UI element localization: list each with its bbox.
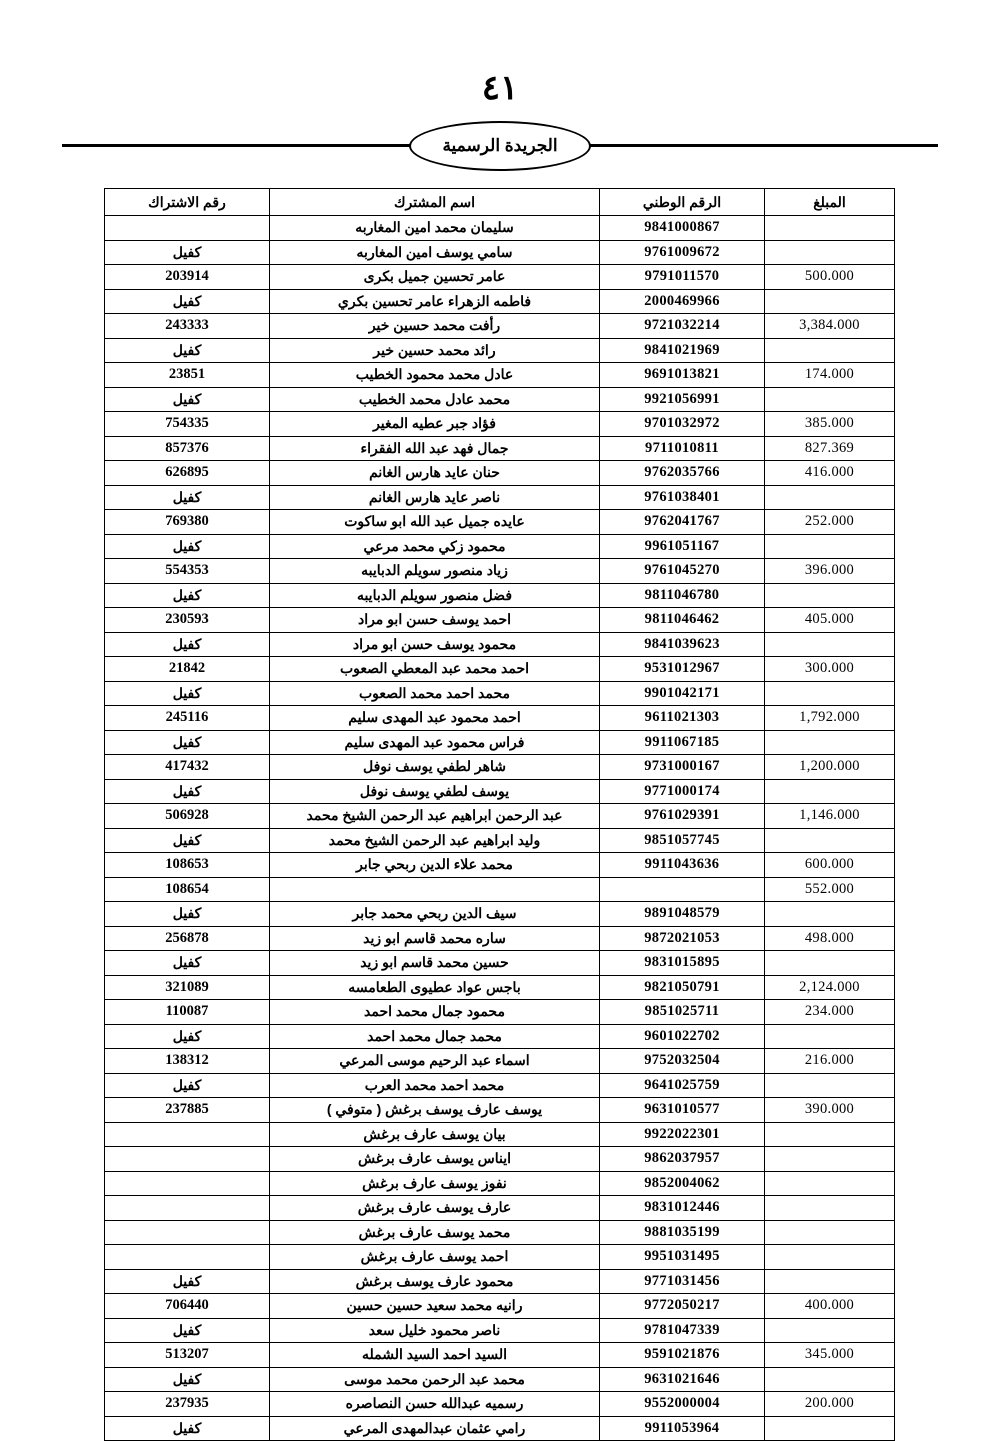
table-row bbox=[105, 608, 895, 633]
table-row bbox=[105, 975, 895, 1000]
cell-subscription-no: 237935 bbox=[105, 1392, 270, 1417]
cell-subscriber-name: فضل منصور سويلم الدبايبه bbox=[270, 583, 600, 608]
cell-subscription-no: 513207 bbox=[105, 1343, 270, 1368]
cell-amount: 174.000 bbox=[765, 363, 895, 388]
table-row bbox=[105, 240, 895, 265]
cell-subscriber-name: عادل محمد محمود الخطيب bbox=[270, 363, 600, 388]
cell-subscriber-name: فراس محمود عبد المهدى سليم bbox=[270, 730, 600, 755]
cell-national-id: 9891048579 bbox=[600, 902, 765, 927]
cell-amount: 1,200.000 bbox=[765, 755, 895, 780]
cell-subscription-no: 245116 bbox=[105, 706, 270, 731]
cell-guarantor-label: كفيل bbox=[105, 951, 270, 976]
cell-amount bbox=[765, 1318, 895, 1343]
cell-subscriber-name: باجس عواد عطيوى الطعامسه bbox=[270, 975, 600, 1000]
cell-amount: 500.000 bbox=[765, 265, 895, 290]
cell-subscription-no: 256878 bbox=[105, 926, 270, 951]
table-row bbox=[105, 1245, 895, 1270]
cell-national-id: 9631010577 bbox=[600, 1098, 765, 1123]
cell-amount bbox=[765, 828, 895, 853]
table-row bbox=[105, 510, 895, 535]
cell-amount bbox=[765, 1416, 895, 1441]
cell-subscriber-name: السيد احمد السيد الشمله bbox=[270, 1343, 600, 1368]
cell-national-id: 9762041767 bbox=[600, 510, 765, 535]
cell-national-id: 9841021969 bbox=[600, 338, 765, 363]
cell-national-id: 9881035199 bbox=[600, 1220, 765, 1245]
cell-national-id: 9761045270 bbox=[600, 559, 765, 584]
cell-national-id: 9752032504 bbox=[600, 1049, 765, 1074]
table-row bbox=[105, 926, 895, 951]
cell-national-id: 9691013821 bbox=[600, 363, 765, 388]
table-row bbox=[105, 877, 895, 902]
cell-national-id: 9851057745 bbox=[600, 828, 765, 853]
cell-subscription-no: 138312 bbox=[105, 1049, 270, 1074]
cell-amount bbox=[765, 1220, 895, 1245]
cell-subscriber-name: محمد احمد محمد الصعوب bbox=[270, 681, 600, 706]
cell-national-id: 9641025759 bbox=[600, 1073, 765, 1098]
table-row bbox=[105, 289, 895, 314]
cell-national-id: 9851025711 bbox=[600, 1000, 765, 1025]
cell-amount bbox=[765, 1122, 895, 1147]
cell-guarantor-label: كفيل bbox=[105, 632, 270, 657]
table-row bbox=[105, 1171, 895, 1196]
cell-subscription-no bbox=[105, 216, 270, 241]
table-row bbox=[105, 853, 895, 878]
cell-subscriber-name: عارف يوسف عارف برغش bbox=[270, 1196, 600, 1221]
cell-subscriber-name: رانيه محمد سعيد حسين حسين bbox=[270, 1294, 600, 1319]
table-row bbox=[105, 902, 895, 927]
table-row bbox=[105, 730, 895, 755]
cell-guarantor-label: كفيل bbox=[105, 1073, 270, 1098]
cell-amount bbox=[765, 1024, 895, 1049]
cell-subscriber-name: رائد محمد حسين خير bbox=[270, 338, 600, 363]
cell-amount bbox=[765, 1073, 895, 1098]
table-row bbox=[105, 1294, 895, 1319]
cell-subscriber-name: ساره محمد قاسم ابو زيد bbox=[270, 926, 600, 951]
cell-amount: 827.369 bbox=[765, 436, 895, 461]
cell-national-id: 9901042171 bbox=[600, 681, 765, 706]
table-row bbox=[105, 632, 895, 657]
table-row bbox=[105, 657, 895, 682]
cell-amount: 200.000 bbox=[765, 1392, 895, 1417]
column-header-subscriber-name: اسم المشترك bbox=[270, 189, 600, 216]
cell-national-id: 9831015895 bbox=[600, 951, 765, 976]
cell-amount bbox=[765, 387, 895, 412]
cell-amount bbox=[765, 485, 895, 510]
table-row bbox=[105, 1318, 895, 1343]
table-row bbox=[105, 412, 895, 437]
cell-amount: 1,146.000 bbox=[765, 804, 895, 829]
table-row bbox=[105, 1122, 895, 1147]
table-row bbox=[105, 755, 895, 780]
cell-subscriber-name: حنان عايد هارس الغانم bbox=[270, 461, 600, 486]
table-row bbox=[105, 387, 895, 412]
cell-national-id: 2000469966 bbox=[600, 289, 765, 314]
header-rule-area bbox=[0, 118, 1000, 172]
table-row bbox=[105, 1000, 895, 1025]
cell-subscriber-name: سامي يوسف امين المغاربه bbox=[270, 240, 600, 265]
cell-national-id: 9811046780 bbox=[600, 583, 765, 608]
table-row bbox=[105, 706, 895, 731]
cell-national-id: 9772050217 bbox=[600, 1294, 765, 1319]
cell-amount bbox=[765, 240, 895, 265]
table-header-row bbox=[105, 189, 895, 216]
cell-subscription-no bbox=[105, 1196, 270, 1221]
cell-amount: 396.000 bbox=[765, 559, 895, 584]
cell-national-id: 9771000174 bbox=[600, 779, 765, 804]
cell-subscription-no: 626895 bbox=[105, 461, 270, 486]
cell-subscription-no: 110087 bbox=[105, 1000, 270, 1025]
cell-amount bbox=[765, 1367, 895, 1392]
cell-subscription-no: 706440 bbox=[105, 1294, 270, 1319]
cell-national-id: 9831012446 bbox=[600, 1196, 765, 1221]
cell-subscriber-name: ناصر عايد هارس الغانم bbox=[270, 485, 600, 510]
cell-amount bbox=[765, 534, 895, 559]
cell-national-id: 9862037957 bbox=[600, 1147, 765, 1172]
table-row bbox=[105, 314, 895, 339]
cell-subscription-no: 417432 bbox=[105, 755, 270, 780]
cell-guarantor-label: كفيل bbox=[105, 902, 270, 927]
cell-national-id: 9922022301 bbox=[600, 1122, 765, 1147]
table-row bbox=[105, 1343, 895, 1368]
table-row bbox=[105, 1098, 895, 1123]
cell-amount: 400.000 bbox=[765, 1294, 895, 1319]
cell-national-id: 9761038401 bbox=[600, 485, 765, 510]
cell-amount: 405.000 bbox=[765, 608, 895, 633]
cell-national-id: 9821050791 bbox=[600, 975, 765, 1000]
cell-amount bbox=[765, 902, 895, 927]
cell-subscriber-name: رامي عثمان عبدالمهدى المرعي bbox=[270, 1416, 600, 1441]
cell-amount bbox=[765, 1245, 895, 1270]
cell-amount bbox=[765, 216, 895, 241]
cell-national-id: 9631021646 bbox=[600, 1367, 765, 1392]
cell-guarantor-label: كفيل bbox=[105, 828, 270, 853]
cell-national-id: 9911067185 bbox=[600, 730, 765, 755]
cell-national-id: 9731000167 bbox=[600, 755, 765, 780]
cell-guarantor-label: كفيل bbox=[105, 534, 270, 559]
table-row bbox=[105, 265, 895, 290]
cell-subscriber-name: احمد يوسف حسن ابو مراد bbox=[270, 608, 600, 633]
subscribers-table bbox=[104, 188, 895, 1441]
cell-subscriber-name: رأفت محمد حسين خير bbox=[270, 314, 600, 339]
cell-subscriber-name: عبد الرحمن ابراهيم عبد الرحمن الشيخ محمد bbox=[270, 804, 600, 829]
cell-amount: 3,384.000 bbox=[765, 314, 895, 339]
table-row bbox=[105, 559, 895, 584]
cell-subscriber-name: سليمان محمد امين المغاربه bbox=[270, 216, 600, 241]
cell-subscriber-name: جمال فهد عبد الله الفقراء bbox=[270, 436, 600, 461]
cell-guarantor-label: كفيل bbox=[105, 387, 270, 412]
cell-amount bbox=[765, 1171, 895, 1196]
cell-subscriber-name: بيان يوسف عارف برغش bbox=[270, 1122, 600, 1147]
cell-subscriber-name: محمود جمال محمد احمد bbox=[270, 1000, 600, 1025]
cell-subscriber-name: محمود عارف يوسف برغش bbox=[270, 1269, 600, 1294]
cell-subscription-no: 237885 bbox=[105, 1098, 270, 1123]
cell-national-id: 9791011570 bbox=[600, 265, 765, 290]
cell-national-id: 9911043636 bbox=[600, 853, 765, 878]
cell-guarantor-label: كفيل bbox=[105, 1367, 270, 1392]
cell-amount bbox=[765, 951, 895, 976]
cell-amount: 390.000 bbox=[765, 1098, 895, 1123]
cell-national-id: 9841039623 bbox=[600, 632, 765, 657]
cell-amount: 552.000 bbox=[765, 877, 895, 902]
gazette-title-badge: الجريدة الرسمية bbox=[409, 121, 591, 171]
cell-guarantor-label: كفيل bbox=[105, 1318, 270, 1343]
cell-amount: 416.000 bbox=[765, 461, 895, 486]
cell-national-id: 9841000867 bbox=[600, 216, 765, 241]
cell-national-id: 9711010811 bbox=[600, 436, 765, 461]
cell-amount bbox=[765, 583, 895, 608]
cell-national-id: 9872021053 bbox=[600, 926, 765, 951]
cell-guarantor-label: كفيل bbox=[105, 583, 270, 608]
table-row bbox=[105, 1147, 895, 1172]
table-row bbox=[105, 1049, 895, 1074]
cell-subscription-no bbox=[105, 1220, 270, 1245]
cell-subscriber-name: عايده جميل عبد الله ابو ساكوت bbox=[270, 510, 600, 535]
cell-amount bbox=[765, 289, 895, 314]
table-row bbox=[105, 1073, 895, 1098]
cell-amount: 2,124.000 bbox=[765, 975, 895, 1000]
cell-national-id: 9611021303 bbox=[600, 706, 765, 731]
page-number: ٤١ bbox=[481, 70, 519, 107]
cell-amount: 345.000 bbox=[765, 1343, 895, 1368]
cell-amount: 216.000 bbox=[765, 1049, 895, 1074]
cell-amount bbox=[765, 632, 895, 657]
table-row bbox=[105, 1220, 895, 1245]
cell-national-id: 9531012967 bbox=[600, 657, 765, 682]
cell-amount: 1,792.000 bbox=[765, 706, 895, 731]
cell-subscriber-name: وليد ابراهيم عبد الرحمن الشيخ محمد bbox=[270, 828, 600, 853]
subscribers-table-wrap bbox=[105, 188, 895, 1441]
cell-subscription-no: 108653 bbox=[105, 853, 270, 878]
cell-guarantor-label: كفيل bbox=[105, 1024, 270, 1049]
table-row bbox=[105, 461, 895, 486]
table-row bbox=[105, 534, 895, 559]
cell-subscriber-name: رسميه عبدالله حسن النصاصره bbox=[270, 1392, 600, 1417]
table-row bbox=[105, 1416, 895, 1441]
cell-subscriber-name: عامر تحسين جميل بكرى bbox=[270, 265, 600, 290]
cell-subscriber-name: فاطمه الزهراء عامر تحسين بكري bbox=[270, 289, 600, 314]
table-row bbox=[105, 216, 895, 241]
cell-amount bbox=[765, 1269, 895, 1294]
cell-subscription-no bbox=[105, 1147, 270, 1172]
cell-subscriber-name: محمد علاء الدين ربحي جابر bbox=[270, 853, 600, 878]
cell-subscriber-name: حسين محمد قاسم ابو زيد bbox=[270, 951, 600, 976]
cell-guarantor-label: كفيل bbox=[105, 1269, 270, 1294]
cell-guarantor-label: كفيل bbox=[105, 485, 270, 510]
cell-subscriber-name: محمد جمال محمد احمد bbox=[270, 1024, 600, 1049]
cell-subscriber-name: زياد منصور سويلم الدبايبه bbox=[270, 559, 600, 584]
table-body bbox=[105, 216, 895, 1441]
cell-national-id: 9761029391 bbox=[600, 804, 765, 829]
cell-national-id: 9552000004 bbox=[600, 1392, 765, 1417]
cell-national-id: 9591021876 bbox=[600, 1343, 765, 1368]
cell-guarantor-label: كفيل bbox=[105, 338, 270, 363]
cell-amount bbox=[765, 730, 895, 755]
cell-subscription-no: 108654 bbox=[105, 877, 270, 902]
table-row bbox=[105, 828, 895, 853]
cell-subscription-no: 23851 bbox=[105, 363, 270, 388]
cell-national-id: 9961051167 bbox=[600, 534, 765, 559]
cell-subscriber-name: محمود يوسف حسن ابو مراد bbox=[270, 632, 600, 657]
cell-subscription-no: 506928 bbox=[105, 804, 270, 829]
table-row bbox=[105, 1024, 895, 1049]
cell-guarantor-label: كفيل bbox=[105, 289, 270, 314]
cell-subscription-no bbox=[105, 1171, 270, 1196]
cell-amount: 234.000 bbox=[765, 1000, 895, 1025]
table-row bbox=[105, 485, 895, 510]
cell-subscription-no bbox=[105, 1122, 270, 1147]
table-row bbox=[105, 583, 895, 608]
cell-national-id: 9781047339 bbox=[600, 1318, 765, 1343]
cell-guarantor-label: كفيل bbox=[105, 779, 270, 804]
cell-subscriber-name: محمد عبد الرحمن محمد موسى bbox=[270, 1367, 600, 1392]
cell-amount bbox=[765, 779, 895, 804]
table-row bbox=[105, 1367, 895, 1392]
cell-national-id: 9721032214 bbox=[600, 314, 765, 339]
cell-national-id: 9761009672 bbox=[600, 240, 765, 265]
cell-subscriber-name: ايناس يوسف عارف برغش bbox=[270, 1147, 600, 1172]
cell-amount: 600.000 bbox=[765, 853, 895, 878]
cell-amount bbox=[765, 338, 895, 363]
cell-subscription-no: 554353 bbox=[105, 559, 270, 584]
cell-subscriber-name: احمد محمد عبد المعطي الصعوب bbox=[270, 657, 600, 682]
table-row bbox=[105, 436, 895, 461]
table-row bbox=[105, 338, 895, 363]
cell-subscriber-name: محمد يوسف عارف برغش bbox=[270, 1220, 600, 1245]
cell-national-id: 9601022702 bbox=[600, 1024, 765, 1049]
cell-national-id: 9921056991 bbox=[600, 387, 765, 412]
cell-subscriber-name: نفوز يوسف عارف برغش bbox=[270, 1171, 600, 1196]
cell-amount: 385.000 bbox=[765, 412, 895, 437]
cell-national-id: 9852004062 bbox=[600, 1171, 765, 1196]
cell-guarantor-label: كفيل bbox=[105, 240, 270, 265]
table-row bbox=[105, 804, 895, 829]
cell-amount bbox=[765, 1147, 895, 1172]
cell-national-id: 9951031495 bbox=[600, 1245, 765, 1270]
table-row bbox=[105, 681, 895, 706]
cell-subscription-no: 203914 bbox=[105, 265, 270, 290]
column-header-national-id: الرقم الوطني bbox=[600, 189, 765, 216]
cell-subscriber-name: محمد عادل محمد الخطيب bbox=[270, 387, 600, 412]
cell-guarantor-label: كفيل bbox=[105, 1416, 270, 1441]
cell-amount: 252.000 bbox=[765, 510, 895, 535]
column-header-amount: المبلغ bbox=[765, 189, 895, 216]
table-row bbox=[105, 1269, 895, 1294]
cell-subscriber-name: اسماء عبد الرحيم موسى المرعي bbox=[270, 1049, 600, 1074]
cell-subscription-no: 769380 bbox=[105, 510, 270, 535]
cell-subscriber-name: سيف الدين ربحي محمد جابر bbox=[270, 902, 600, 927]
cell-amount bbox=[765, 1196, 895, 1221]
table-row bbox=[105, 951, 895, 976]
table-row bbox=[105, 1196, 895, 1221]
cell-national-id: 9771031456 bbox=[600, 1269, 765, 1294]
cell-national-id: 9762035766 bbox=[600, 461, 765, 486]
cell-subscriber-name: محمود زكي محمد مرعي bbox=[270, 534, 600, 559]
cell-subscription-no: 321089 bbox=[105, 975, 270, 1000]
cell-subscription-no: 230593 bbox=[105, 608, 270, 633]
cell-national-id: 9911053964 bbox=[600, 1416, 765, 1441]
cell-subscription-no: 857376 bbox=[105, 436, 270, 461]
cell-national-id: 9811046462 bbox=[600, 608, 765, 633]
column-header-subscription-no: رقم الاشتراك bbox=[105, 189, 270, 216]
cell-subscription-no: 21842 bbox=[105, 657, 270, 682]
cell-subscriber-name: يوسف عارف يوسف برغش ( متوفي ) bbox=[270, 1098, 600, 1123]
cell-subscriber-name: محمد احمد محمد العرب bbox=[270, 1073, 600, 1098]
cell-national-id: 9701032972 bbox=[600, 412, 765, 437]
cell-subscription-no bbox=[105, 1245, 270, 1270]
table-row bbox=[105, 779, 895, 804]
cell-guarantor-label: كفيل bbox=[105, 681, 270, 706]
cell-national-id bbox=[600, 877, 765, 902]
cell-subscriber-name: يوسف لطفي يوسف نوفل bbox=[270, 779, 600, 804]
table-row bbox=[105, 1392, 895, 1417]
cell-amount bbox=[765, 681, 895, 706]
cell-subscription-no: 243333 bbox=[105, 314, 270, 339]
cell-subscriber-name: احمد محمود عبد المهدى سليم bbox=[270, 706, 600, 731]
cell-subscription-no: 754335 bbox=[105, 412, 270, 437]
cell-amount: 498.000 bbox=[765, 926, 895, 951]
cell-subscriber-name: احمد يوسف عارف برغش bbox=[270, 1245, 600, 1270]
cell-guarantor-label: كفيل bbox=[105, 730, 270, 755]
cell-subscriber-name: شاهر لطفي يوسف نوفل bbox=[270, 755, 600, 780]
table-row bbox=[105, 363, 895, 388]
cell-subscriber-name: ناصر محمود خليل سعد bbox=[270, 1318, 600, 1343]
cell-subscriber-name: فؤاد جبر عطيه المغير bbox=[270, 412, 600, 437]
cell-subscriber-name bbox=[270, 877, 600, 902]
cell-amount: 300.000 bbox=[765, 657, 895, 682]
